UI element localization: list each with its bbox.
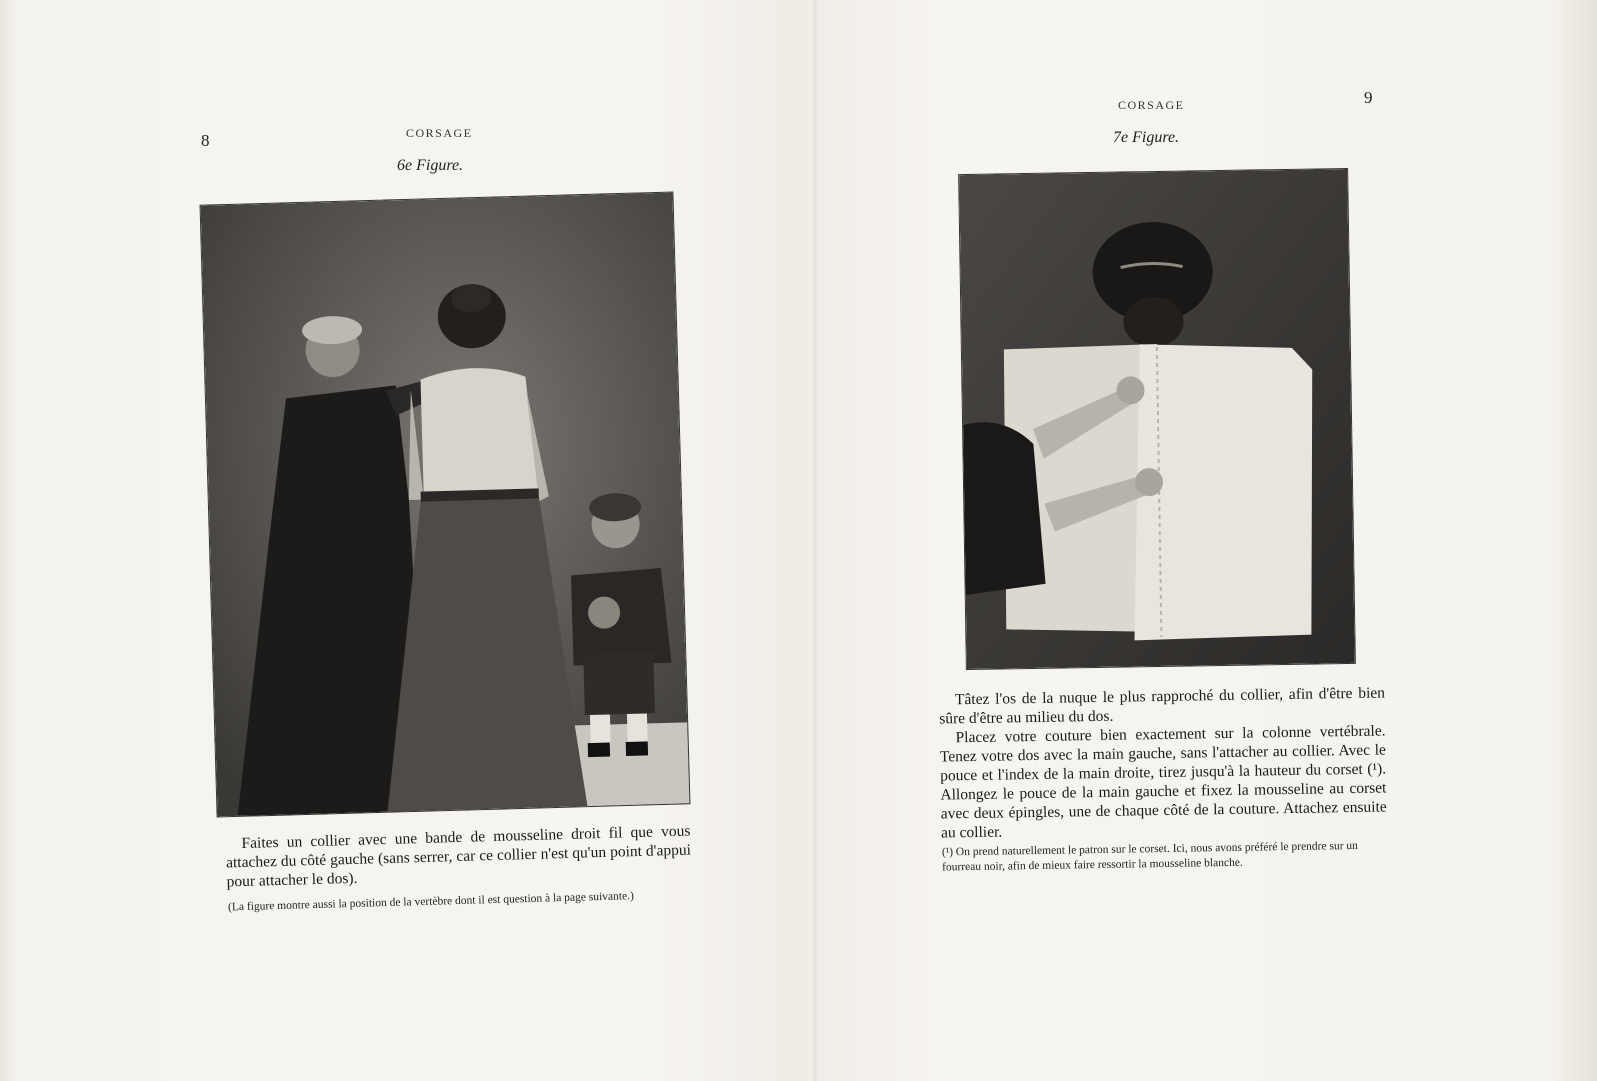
running-head: CORSAGE [406,126,473,140]
figure-6-photo [200,192,691,818]
footnote: (¹) On prend naturellement le patron sur le corset. Ici, nous avons préféré le prendre sur un fourreau noir, afin de mieux faire ressortir la mousseline blanche. [941,839,1358,874]
figure-7-photo [958,168,1356,670]
figure-caption: 7e Figure. [1113,129,1180,146]
paragraph-1: Tâtez l'os de la nuque le plus rapproché du collier, afin d'être bien sûre d'être au milieu du dos. [939,684,1386,728]
page-number: 9 [1364,88,1373,107]
page-number: 8 [201,131,210,150]
body-paragraph: Faites un collier avec une bande de mousseline droit fil que vous attachez du côté gauche (sans serrer, car ce collier n'est qu'un point d'appui pour attacher le dos). [225,822,692,891]
figure-caption: 6e Figure. [397,157,464,174]
figure-note: (La figure montre aussi la position de la vertèbre dont il est question à la page suivante.) [227,890,634,914]
right-page [818,0,1597,1081]
body-text [939,684,1387,843]
running-head: CORSAGE [1118,98,1185,112]
paragraph-2: Placez votre couture bien exactement sur la colonne vertébrale. Tenez votre dos avec la main gauche, sans l'attacher au collier. Avec le pouce et l'index de la main droite, tirez jusqu'à la hauteur du corset (¹). Allongez le pouce de la main gauche et fixez la mousseline au corset avec deux épingles, une de chaque côté de la couture. Attachez ensuite au collier. [939,722,1387,842]
